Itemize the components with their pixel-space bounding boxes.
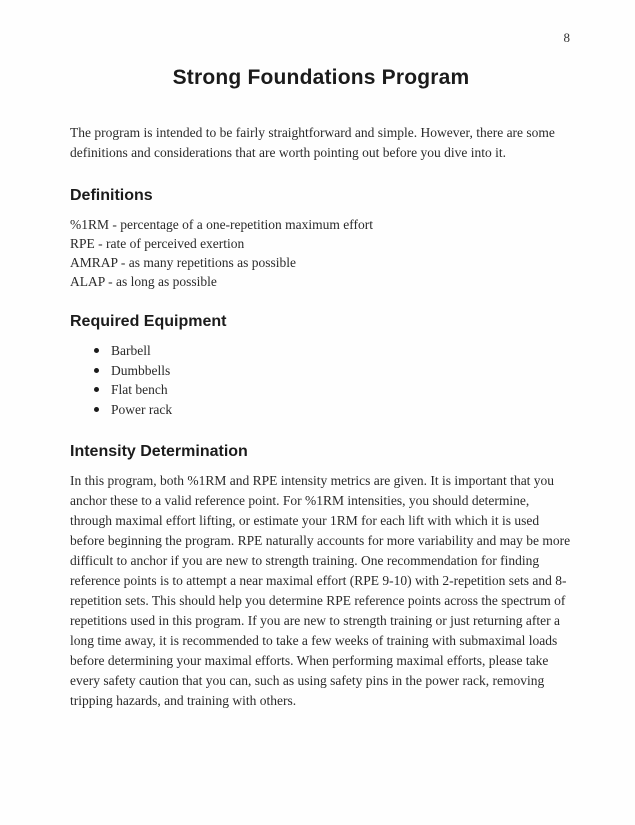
list-item: [70, 361, 572, 381]
intensity-section: [70, 443, 572, 711]
bullet-icon: [94, 407, 99, 412]
bullet-icon: [94, 368, 99, 373]
equipment-list: [70, 341, 572, 419]
page-title: Strong Foundations Program: [172, 66, 470, 89]
page-content: [70, 66, 572, 711]
definition-item: ALAP - as long as possible: [70, 274, 217, 289]
equipment-section: [70, 313, 572, 419]
list-item-label: Power rack: [111, 401, 173, 417]
intensity-paragraph: In this program, both %1RM and RPE intensity metrics are given. It is important that you anchor these to a valid reference point. For %1RM intensities, you should determine, through maximal effort lifting, or estimate your 1RM for each lift with which it is used before beginning the program. RPE naturally accounts for more variability and may be more difficult to anchor if you are new to strength training. One recommendation for finding reference points is to attempt a near maximal effort (RPE 9-10) with 2-repetition sets and 8-repetition sets. This should help you determine RPE reference points across the spectrum of repetitions used in this program. If you are new to strength training or just returning after a long time away, it is recommended to take a few weeks of training with submaximal loads before determining your maximal efforts. When performing maximal efforts, please take every safety caution that you can, such as using safety pins in the power rack, removing tripping hazards, and training with others.: [70, 473, 571, 708]
list-item: [70, 341, 572, 361]
intensity-heading: Intensity Determination: [70, 443, 248, 460]
intro-paragraph: The program is intended to be fairly straightforward and simple. However, there are some definitions and considerations that are worth pointing out before you dive into it.: [70, 125, 555, 160]
definition-item: RPE - rate of perceived exertion: [70, 236, 245, 251]
list-item: [70, 400, 572, 420]
definitions-heading: Definitions: [70, 187, 153, 204]
page-number: 8: [563, 30, 570, 45]
definition-item: %1RM - percentage of a one-repetition maximum effort: [70, 217, 374, 232]
definitions-section: [70, 187, 572, 291]
definition-item: AMRAP - as many repetitions as possible: [70, 255, 296, 270]
list-item: [70, 380, 572, 400]
equipment-heading: Required Equipment: [70, 313, 227, 330]
bullet-icon: [94, 348, 99, 353]
bullet-icon: [94, 387, 99, 392]
list-item-label: Flat bench: [111, 382, 168, 397]
list-item-label: Dumbbells: [111, 362, 171, 378]
list-item-label: Barbell: [111, 343, 151, 358]
